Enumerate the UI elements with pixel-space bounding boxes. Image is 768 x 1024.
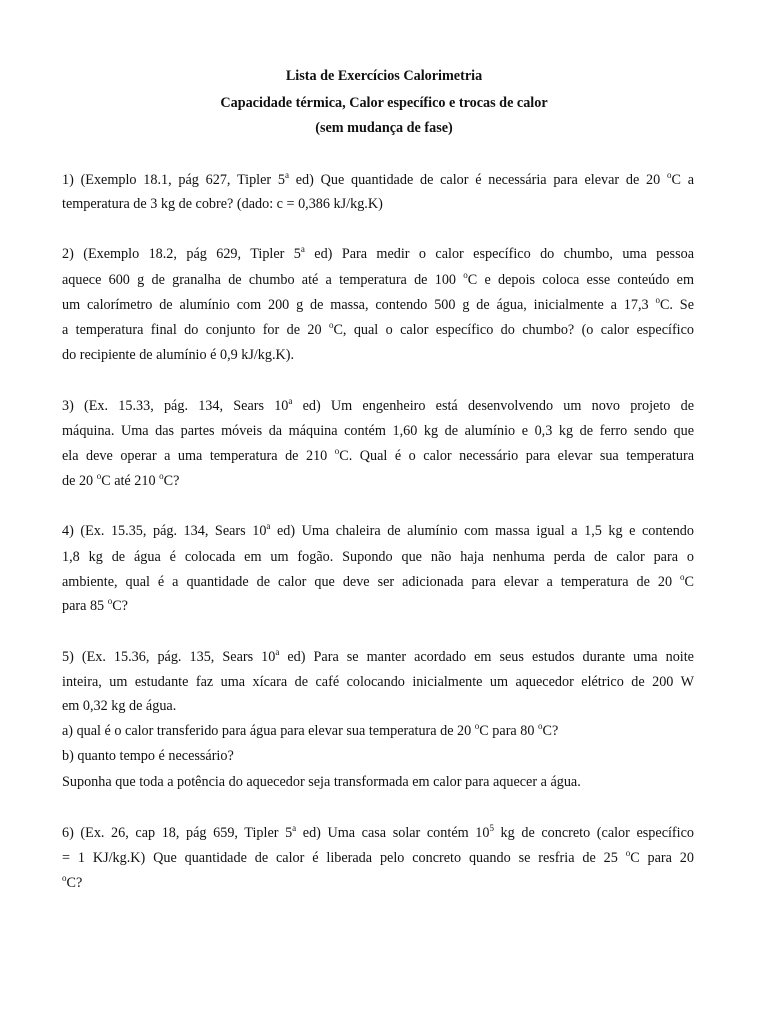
question-5-line-1: 5) (Ex. 15.36, pág. 135, Sears 10$^a$ ed) Para se manter acordado em seus estudos durante uma noite <box>62 647 694 665</box>
question-5-line-2: inteira, um estudante faz uma xícara de café colocando inicialmente um aquecedor elétrico de 200 W <box>62 674 694 690</box>
question-4-line-4: para 85 $^o$C? <box>62 596 128 614</box>
question-6-line-1: 6) (Ex. 26, cap 18, pág 659, Tipler 5$^a$ ed) Uma casa solar contém $10^5$ kg de concreto (calor específico <box>62 823 694 841</box>
question-3-line-3: ela deve operar a uma temperatura de 210 $^o$C. Qual é o calor necessário para elevar sua temperatura <box>62 446 694 464</box>
question-5-item-b: b) quanto tempo é necessário? <box>62 748 234 764</box>
question-1-line-1: 1) (Exemplo 18.1, pág 627, Tipler 5$^a$ ed) Que quantidade de calor é necessária para elevar de 20 $^o$C a <box>62 170 694 188</box>
question-5-line-3: em 0,32 kg de água. <box>62 698 177 714</box>
question-1-line-2: temperatura de 3 kg de cobre? (dado: c = 0,386 kJ/kg.K) <box>62 196 383 212</box>
question-2-line-1: 2) (Exemplo 18.2, pág 629, Tipler 5$^a$ ed) Para medir o calor específico do chumbo, uma pessoa <box>62 244 694 262</box>
question-4-line-3: ambiente, qual é a quantidade de calor que deve ser adicionada para elevar a temperatura de 20 $^o$C <box>62 572 694 590</box>
document-note: (sem mudança de fase) <box>315 120 453 136</box>
question-4-line-1: 4) (Ex. 15.35, pág. 134, Sears 10$^a$ ed) Uma chaleira de alumínio com massa igual a 1,5 kg e contendo <box>62 521 694 539</box>
document-subtitle: Capacidade térmica, Calor específico e trocas de calor <box>220 95 548 111</box>
question-2-line-2: aquece 600 g de granalha de chumbo até a temperatura de 100 $^o$C e depois coloca esse conteúdo em <box>62 270 695 288</box>
question-2-line-5: do recipiente de alumínio é 0,9 kJ/kg.K). <box>62 347 295 363</box>
question-6-line-3: $^o$C? <box>62 873 83 891</box>
question-2-line-4: a temperatura final do conjunto for de 20 $^o$C, qual o calor específico do chumbo? (o calor específico <box>62 320 694 338</box>
question-3-line-4: de 20 $^o$C até 210 $^o$C? <box>62 471 180 489</box>
question-4-line-2: 1,8 kg de água é colocada em um fogão. Supondo que não haja nenhuma perda de calor para o <box>62 549 694 565</box>
document-title: Lista de Exercícios Calorimetria <box>285 68 483 84</box>
question-6-line-2: = 1 KJ/kg.K) Que quantidade de calor é liberada pelo concreto quando se resfria de 25 $^o$C para 20 <box>62 848 694 866</box>
question-5-item-a: a) qual é o calor transferido para água para elevar sua temperatura de 20 $^o$C para 80 $^o$C? <box>62 721 559 739</box>
question-3-line-1: 3) (Ex. 15.33, pág. 134, Sears 10$^a$ ed) Um engenheiro está desenvolvendo um novo projeto de <box>62 396 694 414</box>
question-2-line-3: um calorímetro de alumínio com 200 g de massa, contendo 500 g de água, inicialmente a 17,3 $^o$C. Se <box>62 295 694 313</box>
question-3-line-2: máquina. Uma das partes móveis da máquina contém 1,60 kg de alumínio e 0,3 kg de ferro sendo que <box>62 423 694 439</box>
question-5-note: Suponha que toda a potência do aquecedor seja transformada em calor para aquecer a água. <box>62 774 581 790</box>
